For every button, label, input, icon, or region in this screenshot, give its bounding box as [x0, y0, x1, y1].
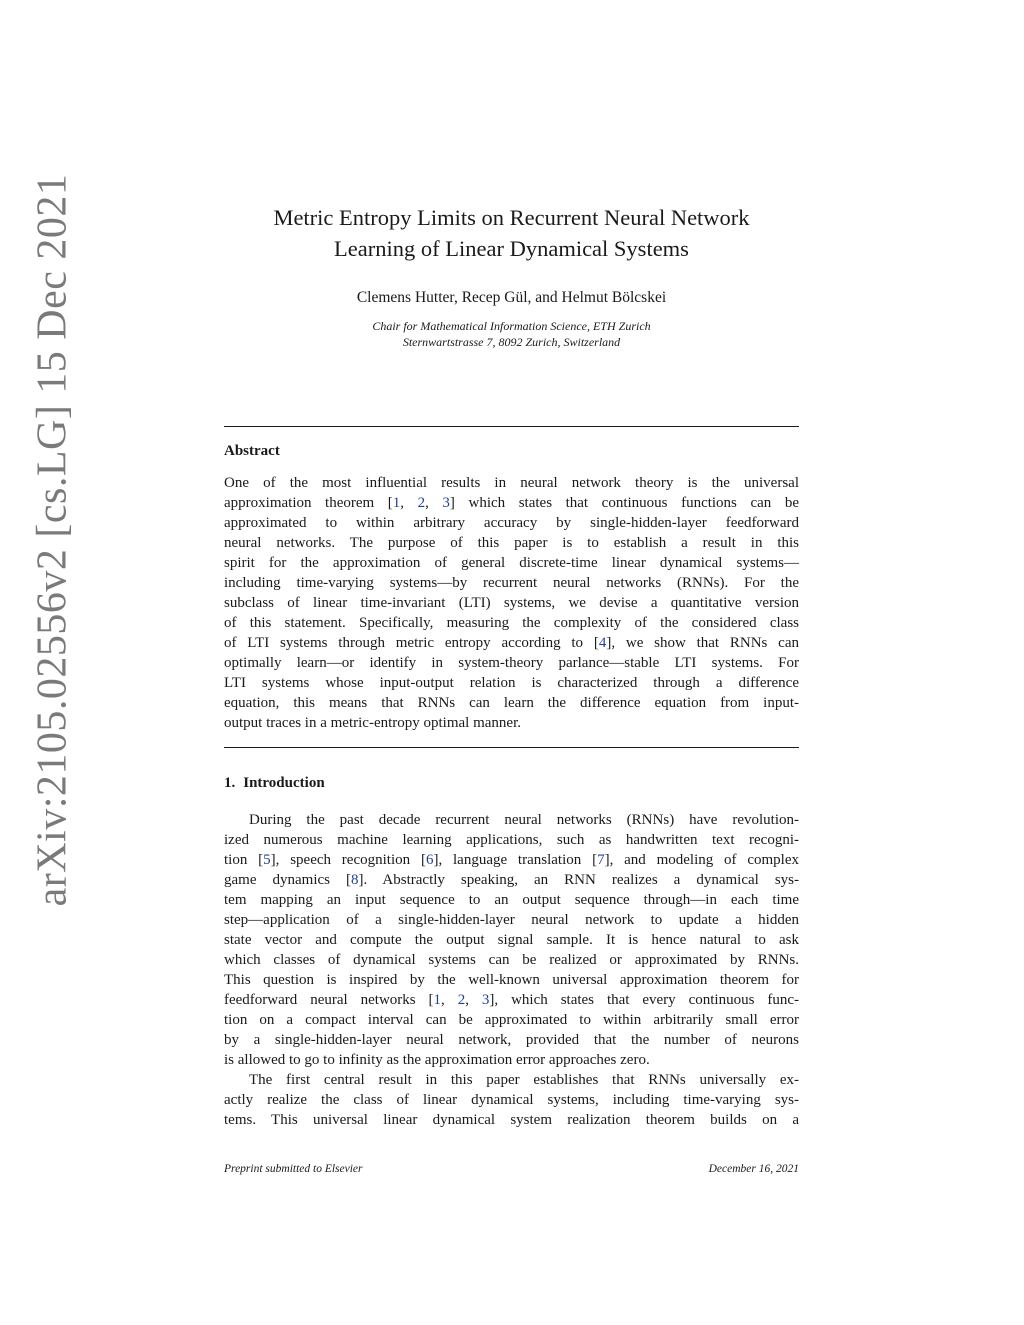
abstract-line: of this statement. Specifically, measuring the complexity of the considered class: [224, 615, 799, 631]
author-list: Clemens Hutter, Recep Gül, and Helmut Bölcskei: [356, 289, 667, 306]
affiliation-line-2: Sternwartstrasse 7, 8092 Zurich, Switzerland: [402, 335, 621, 349]
abstract-line: approximation theorem [1, 2, 3] which states that continuous functions can be: [224, 495, 800, 511]
body-line: step—application of a single-hidden-layer neural network to update a hidden: [224, 912, 799, 928]
citation-link[interactable]: 5: [263, 852, 271, 868]
abstract-line: of LTI systems through metric entropy according to [4], we show that RNNs can: [224, 635, 799, 651]
body-line: tems. This universal linear dynamical system realization theorem builds on a: [224, 1112, 799, 1128]
abstract-line: including time-varying systems—by recurrent neural networks (RNNs). For the: [224, 575, 799, 591]
abstract-top-rule: [224, 426, 799, 427]
citation-link[interactable]: 4: [598, 635, 607, 651]
footer-date: December 16, 2021: [708, 1163, 799, 1175]
abstract-heading: Abstract: [224, 443, 280, 459]
body-line: tion on a compact interval can be approximated to within arbitrarily small error: [224, 1012, 799, 1028]
body-line: This question is inspired by the well-known universal approximation theorem for: [224, 972, 799, 988]
arxiv-identifier-stamp: [22, 100, 82, 980]
arxiv-id-text: arXiv:2105.02556v2 [cs.LG] 15 Dec 2021: [29, 173, 76, 907]
page-footer: [224, 1163, 799, 1175]
abstract-line: equation, this means that RNNs can learn the difference equation from input-: [224, 695, 799, 711]
body-line: is allowed to go to infinity as the approximation error approaches zero.: [224, 1052, 650, 1068]
citation-link[interactable]: 2: [417, 495, 426, 511]
abstract-line: output traces in a metric-entropy optimal manner.: [224, 715, 521, 731]
abstract-line: approximated to within arbitrary accuracy by single-hidden-layer feedforward: [224, 515, 799, 531]
body-line: game dynamics [8]. Abstractly speaking, an RNN realizes a dynamical sys-: [224, 872, 799, 888]
body-line: which classes of dynamical systems can be realized or approximated by RNNs.: [224, 952, 799, 968]
citation-link[interactable]: 3: [442, 495, 450, 511]
footer-preprint-note: Preprint submitted to Elsevier: [224, 1163, 363, 1175]
body-line: tem mapping an input sequence to an output sequence through—in each time: [224, 892, 799, 908]
citation-link[interactable]: 1: [433, 992, 442, 1008]
abstract-body: [224, 473, 799, 733]
paper-title: [224, 202, 799, 264]
abstract-line: optimally learn—or identify in system-theory parlance—stable LTI systems. For: [224, 655, 799, 671]
abstract-line: One of the most influential results in neural network theory is the universal: [224, 475, 799, 491]
citation-link[interactable]: 3: [481, 992, 490, 1008]
section-number: 1.: [224, 775, 236, 791]
body-line: The first central result in this paper establishes that RNNs universally ex-: [249, 1072, 799, 1088]
intro-paragraph-2: [224, 1070, 799, 1130]
body-line: tion [5], speech recognition [6], language translation [7], and modeling of complex: [224, 852, 799, 868]
affiliation: [224, 318, 799, 350]
citation-link[interactable]: 6: [425, 852, 434, 868]
title-line-2: Learning of Linear Dynamical Systems: [334, 236, 689, 261]
citation-link[interactable]: 7: [597, 852, 605, 868]
body-line: feedforward neural networks [1, 2, 3], which states that every continuous func-: [224, 992, 800, 1008]
citation-link[interactable]: 8: [351, 872, 359, 888]
abstract-bottom-rule: [224, 747, 799, 748]
body-line: ized numerous machine learning applications, such as handwritten text recogni-: [224, 832, 799, 848]
body-line: actly realize the class of linear dynamical systems, including time-varying sys-: [224, 1092, 799, 1108]
body-line: During the past decade recurrent neural networks (RNNs) have revolution-: [249, 812, 799, 828]
body-line: state vector and compute the output signal sample. It is hence natural to ask: [224, 932, 799, 948]
affiliation-line-1: Chair for Mathematical Information Science, ETH Zurich: [372, 319, 651, 333]
intro-paragraph-1: [224, 810, 799, 1070]
citation-link[interactable]: 1: [392, 495, 401, 511]
abstract-line: LTI systems whose input-output relation is characterized through a difference: [224, 675, 799, 691]
abstract-line: subclass of linear time-invariant (LTI) systems, we devise a quantitative version: [224, 595, 799, 611]
section-title: Introduction: [243, 775, 325, 791]
body-line: by a single-hidden-layer neural network, provided that the number of neurons: [224, 1032, 799, 1048]
title-line-1: Metric Entropy Limits on Recurrent Neural Network: [273, 205, 750, 230]
citation-link[interactable]: 2: [457, 992, 466, 1008]
abstract-line: neural networks. The purpose of this paper is to establish a result in this: [224, 535, 799, 551]
abstract-line: spirit for the approximation of general discrete-time linear dynamical systems—: [224, 555, 799, 571]
section-heading-introduction: [224, 775, 325, 792]
